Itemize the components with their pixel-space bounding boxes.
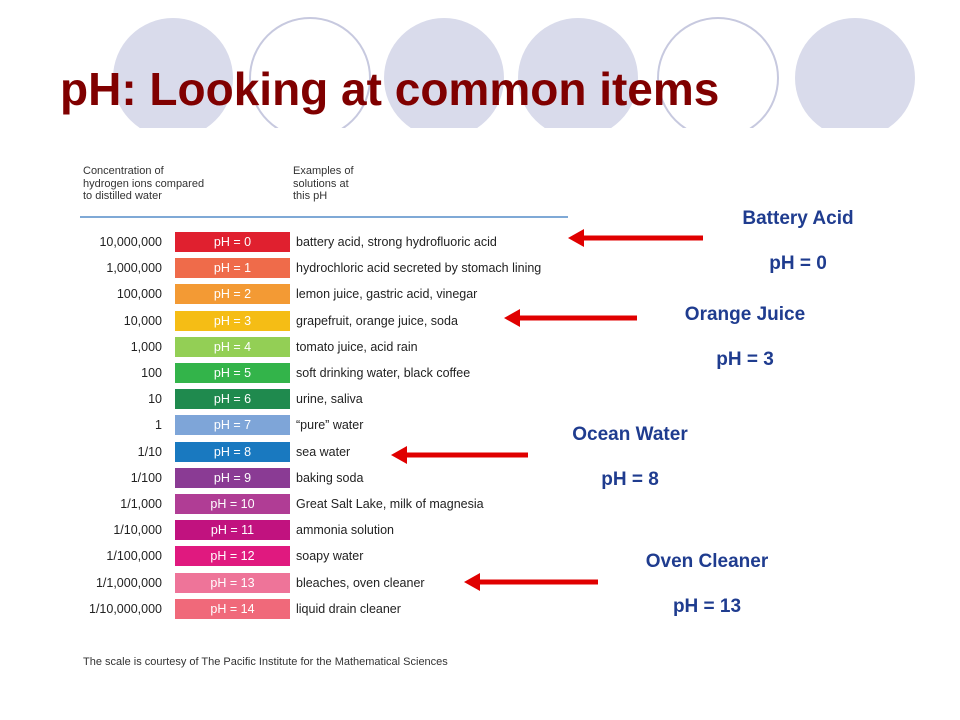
callout-label: Oven Cleaner	[645, 551, 769, 572]
ph-swatch: pH = 7	[175, 415, 290, 435]
ph-swatch: pH = 4	[175, 337, 290, 357]
callout-oven-cleaner	[617, 551, 797, 618]
concentration-value: 1,000,000	[106, 261, 162, 276]
ph-swatch: pH = 1	[175, 258, 290, 278]
concentration-value: 1/1,000	[120, 497, 162, 511]
slide-title: pH: Looking at common items	[60, 63, 720, 115]
ph-swatch: pH = 11	[175, 520, 290, 540]
callout-ph: pH = 0	[769, 253, 827, 274]
example-text: grapefruit, orange juice, soda	[296, 313, 458, 328]
callout-label: Ocean Water	[572, 424, 688, 445]
concentration-value: 1/1,000,000	[95, 575, 162, 590]
ph-swatch: pH = 10	[175, 494, 290, 514]
callout-battery-acid	[708, 208, 888, 275]
concentration-value: 10,000,000	[99, 235, 162, 249]
ph-row	[80, 519, 580, 541]
example-text: liquid drain cleaner	[296, 601, 401, 616]
ph-swatch: pH = 0	[175, 232, 290, 252]
concentration-header: Concentration of hydrogen ions compared to distilled water	[83, 165, 205, 202]
concentration-value: 1,000	[130, 339, 162, 354]
concentration-value: 1/100	[130, 470, 162, 485]
example-text: baking soda	[296, 470, 364, 485]
example-text: tomato juice, acid rain	[296, 339, 418, 354]
concentration-value: 1/10,000,000	[89, 601, 162, 616]
ph-row	[80, 257, 580, 279]
concentration-value: 100	[141, 366, 162, 380]
callout-ocean-water	[540, 424, 720, 491]
example-text: battery acid, strong hydrofluoric acid	[296, 235, 497, 249]
arrow-battery-acid	[568, 229, 703, 247]
callout-ph: pH = 8	[601, 469, 659, 490]
example-text: hydrochloric acid secreted by stomach lining	[296, 261, 542, 276]
ph-swatch: pH = 9	[175, 468, 290, 488]
ph-swatch: pH = 2	[175, 284, 290, 304]
example-text: sea water	[296, 444, 351, 459]
ph-swatch: pH = 14	[175, 599, 290, 619]
ph-row	[80, 310, 580, 332]
ph-row	[80, 467, 580, 489]
example-text: Great Salt Lake, milk of magnesia	[296, 497, 484, 511]
example-text: urine, saliva	[296, 392, 363, 407]
examples-header: Examples of solutions at this pH	[293, 165, 354, 202]
callout-label: Orange Juice	[684, 304, 806, 325]
ph-swatch: pH = 5	[175, 363, 290, 383]
callout-orange-juice	[655, 304, 835, 371]
callout-ph: pH = 3	[716, 349, 774, 370]
example-text: lemon juice, gastric acid, vinegar	[296, 287, 478, 302]
ph-row	[80, 362, 580, 384]
circle-6	[795, 18, 915, 130]
ph-row	[80, 441, 580, 463]
ph-swatch: pH = 6	[175, 389, 290, 409]
concentration-value: 1/100,000	[106, 549, 162, 564]
example-text: soapy water	[296, 549, 364, 564]
example-text: “pure” water	[296, 418, 364, 433]
ph-row	[80, 283, 580, 305]
ph-swatch: pH = 8	[175, 442, 290, 462]
ph-row	[80, 388, 580, 410]
concentration-value: 100,000	[116, 287, 162, 302]
ph-row	[80, 545, 580, 567]
concentration-value: 10	[148, 392, 162, 407]
ph-row	[80, 231, 580, 253]
concentration-value: 1/10,000	[113, 523, 162, 538]
concentration-value: 10,000	[123, 313, 162, 328]
header-divider	[80, 216, 568, 218]
ph-scale-figure	[80, 160, 580, 680]
ph-swatch: pH = 12	[175, 546, 290, 566]
scale-credit: The scale is courtesy of The Pacific Institute for the Mathematical Sciences	[83, 656, 448, 668]
concentration-value: 1/10	[137, 444, 162, 459]
ph-row	[80, 336, 580, 358]
ph-row	[80, 598, 580, 620]
concentration-value: 1	[155, 418, 162, 433]
ph-row	[80, 414, 580, 436]
ph-row	[80, 493, 580, 515]
example-text: ammonia solution	[296, 523, 394, 538]
ph-row	[80, 572, 580, 594]
ph-swatch: pH = 13	[175, 573, 290, 593]
example-text: soft drinking water, black coffee	[296, 366, 471, 380]
callout-ph: pH = 13	[672, 596, 742, 617]
example-text: bleaches, oven cleaner	[296, 575, 425, 590]
callout-label: Battery Acid	[742, 208, 854, 229]
ph-swatch: pH = 3	[175, 311, 290, 331]
